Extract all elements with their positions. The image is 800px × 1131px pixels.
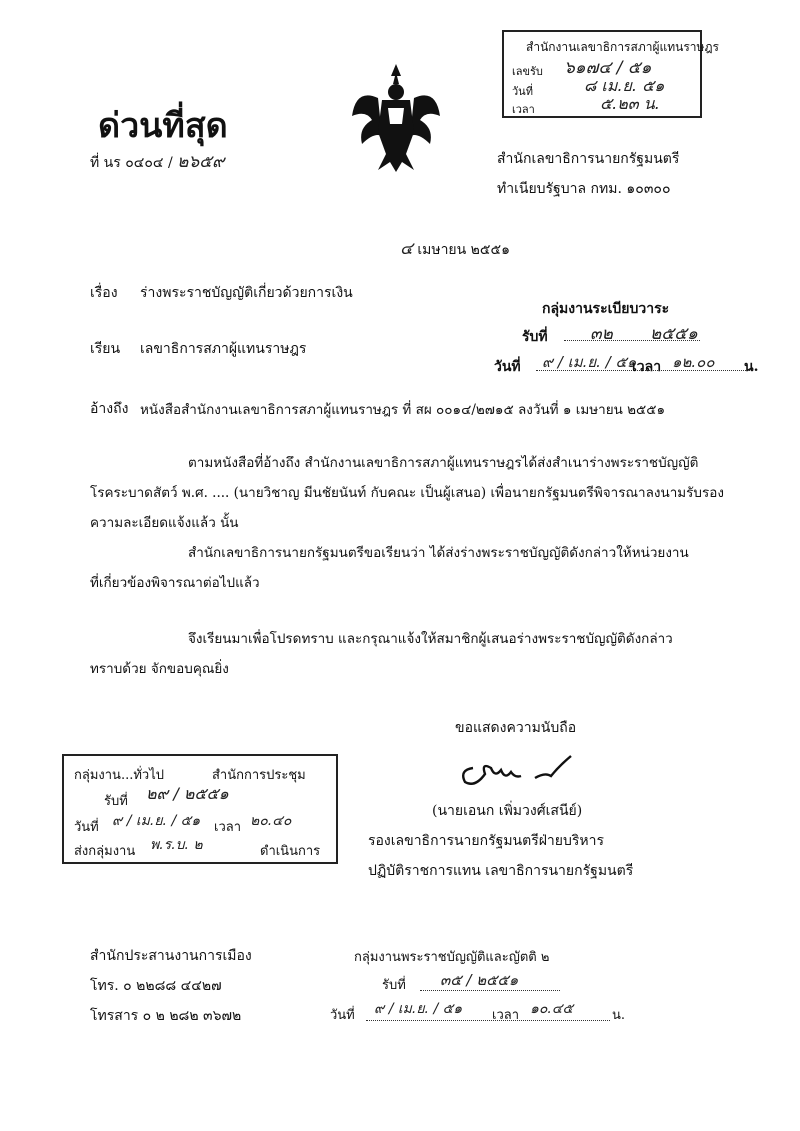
- signer-title-2: ปฏิบัติราชการแทน เลขาธิการนายกรัฐมนตรี: [368, 863, 634, 879]
- ref-label: อ้างถึง: [90, 401, 129, 417]
- subject-text: ร่างพระราชบัญญัติเกี่ยวด้วยการเงิน: [140, 285, 353, 301]
- stamp-recv-label: รับที่: [104, 794, 128, 809]
- footer-tel: โทร. ๐ ๒๒๘๘ ๔๔๒๗: [90, 978, 222, 994]
- stamp-time-label: เวลา: [492, 1008, 520, 1023]
- to-label: เรียน: [90, 341, 121, 357]
- para1-line3: ความละเอียดแจ้งแล้ว นั้น: [90, 515, 239, 531]
- to-text: เลขาธิการสภาผู้แทนราษฎร: [140, 341, 307, 357]
- stamp-title: กลุ่มงานพระราชบัญญัติและญัตติ ๒: [354, 950, 550, 965]
- date-month-year: เมษายน ๒๕๕๑: [417, 242, 510, 258]
- stamp-date-value: ๙ / เม.ย. / ๕๑: [374, 1001, 463, 1017]
- closing: ขอแสดงความนับถือ: [455, 720, 577, 736]
- doc-number-label: ที่ นร ๐๔๐๔ /: [90, 155, 173, 171]
- stamp-recv-label: เลขรับ: [512, 65, 543, 78]
- stamp-meeting-office: [62, 754, 338, 864]
- stamp-date-label: วันที่: [512, 85, 533, 98]
- urgency-heading: ด่วนที่สุด: [98, 106, 228, 146]
- stamp-recv-value: ๓๕ / ๒๕๕๑: [440, 971, 519, 989]
- garuda-emblem-icon: [348, 58, 444, 176]
- doc-number-value: ๒๖๕๙: [177, 152, 225, 172]
- stamp-recv-label: รับที่: [382, 978, 406, 993]
- para1-line2: โรคระบาดสัตว์ พ.ศ. .... (นายวิชาญ มีนชัยนันท์ กับคณะ เป็นผู้เสนอ) เพื่อนายกรัฐมนตรีพิจารณาลงนามรับรอง: [90, 485, 724, 501]
- stamp-date-value: ๙ / เม.ย. / ๕๑: [542, 353, 637, 371]
- stamp-time-value: ๒๐.๔๐: [250, 813, 292, 829]
- stamp-date-value: ๙ / เม.ย. / ๕๑: [112, 813, 201, 829]
- stamp-title: กลุ่มงาน...ทั่วไป: [74, 768, 164, 783]
- date-day: ๔: [400, 239, 413, 259]
- stamp-title: สำนักงานเลขาธิการสภาผู้แทนราษฎร: [526, 40, 719, 54]
- stamp-date-label: วันที่: [494, 359, 521, 375]
- stamp-send-value: พ.ร.บ. ๒: [150, 837, 203, 853]
- signer-title-1: รองเลขาธิการนายกรัฐมนตรีฝ่ายบริหาร: [368, 833, 605, 849]
- sender-office: สำนักเลขาธิการนายกรัฐมนตรี: [497, 151, 680, 167]
- doc-number: [90, 148, 224, 175]
- para3-line1: จึงเรียนมาเพื่อโปรดทราบ และกรุณาแจ้งให้สมาชิกผู้เสนอร่างพระราชบัญญัติดังกล่าว: [188, 631, 673, 647]
- stamp-time-value: ๑๒.๐๐: [672, 353, 715, 371]
- stamp-date-label: วันที่: [74, 820, 99, 835]
- stamp-title: กลุ่มงานระเบียบวาระ: [542, 301, 670, 317]
- document-date: [400, 235, 510, 262]
- stamp-time-value: ๕.๒๓ น.: [600, 94, 660, 113]
- sender-address: ทำเนียบรัฐบาล กทม. ๑๐๓๐๐: [497, 181, 671, 197]
- stamp-bill-group: [330, 940, 626, 1030]
- subject-label: เรื่อง: [90, 285, 118, 301]
- stamp-time-label: เวลา: [512, 103, 535, 116]
- footer-fax: โทรสาร ๐ ๒ ๒๘๒ ๓๖๗๒: [90, 1008, 242, 1024]
- stamp-office: สำนักการประชุม: [212, 768, 306, 783]
- stamp-time-value: ๑๐.๔๕: [530, 1001, 574, 1017]
- footer-unit: สำนักประสานงานการเมือง: [90, 948, 252, 964]
- para3-line2: ทราบด้วย จักขอบคุณยิ่ง: [90, 661, 229, 677]
- signature-icon: [455, 748, 585, 793]
- stamp-date-label: วันที่: [330, 1008, 355, 1023]
- para2-line2: ที่เกี่ยวข้องพิจารณาต่อไปแล้ว: [90, 575, 260, 591]
- stamp-send-label: ส่งกลุ่มงาน: [74, 844, 136, 859]
- stamp-recv-value: ๒๙ / ๒๕๕๑: [146, 784, 229, 803]
- para2-line1: สำนักเลขาธิการนายกรัฐมนตรีขอเรียนว่า ได้ส่งร่างพระราชบัญญัติดังกล่าวให้หน่วยงาน: [188, 545, 689, 561]
- stamp-received-secretariat: [502, 30, 719, 118]
- ref-text: หนังสือสำนักงานเลขาธิการสภาผู้แทนราษฎร ที่ สผ ๐๐๑๔/๒๗๑๕ ลงวันที่ ๑ เมษายน ๒๕๕๑: [140, 402, 666, 418]
- para1-line1: ตามหนังสือที่อ้างถึง สำนักงานเลขาธิการสภาผู้แทนราษฎรได้ส่งสำเนาร่างพระราชบัญญัติ: [188, 455, 699, 471]
- stamp-recv-label: รับที่: [522, 329, 548, 345]
- signer-name: (นายเอนก เพิ่มวงศ์เสนีย์): [432, 803, 583, 819]
- stamp-time-unit: น.: [612, 1008, 626, 1023]
- stamp-recv-year: ๒๕๕๑: [650, 324, 698, 344]
- stamp-time-label: เวลา: [214, 820, 242, 835]
- stamp-time-label: เวลา: [632, 359, 662, 375]
- stamp-date-value: ๘ เม.ย. ๕๑: [584, 76, 665, 95]
- stamp-agenda-group: [490, 296, 760, 382]
- stamp-time-unit: น.: [744, 359, 759, 375]
- stamp-proceed: ดำเนินการ: [260, 844, 321, 859]
- stamp-recv-value: ๖๑๗๔ / ๕๑: [564, 58, 652, 78]
- stamp-recv-value: ๓๒: [590, 324, 613, 344]
